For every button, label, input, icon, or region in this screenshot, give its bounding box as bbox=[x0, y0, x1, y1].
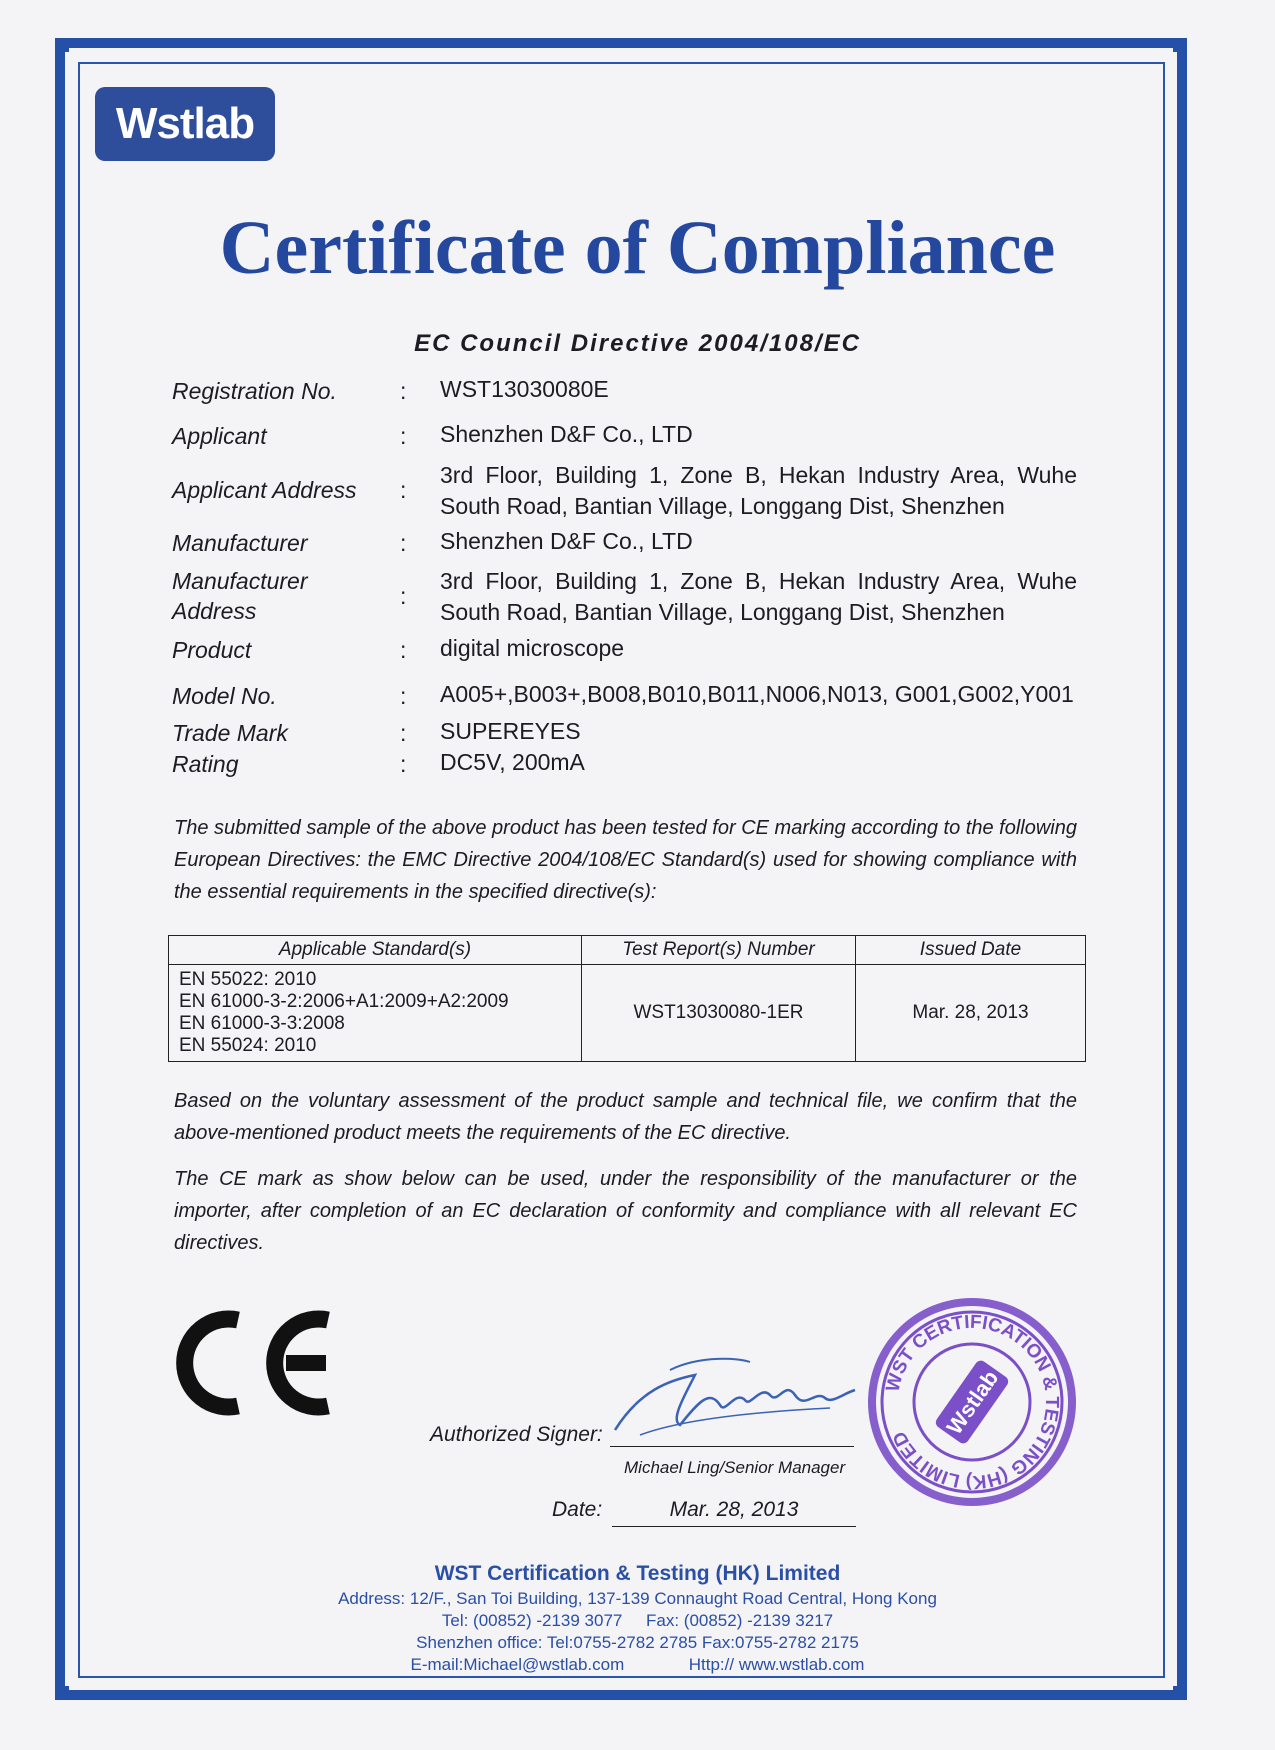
field-colon: : bbox=[400, 751, 407, 777]
directive-heading: EC Council Directive 2004/108/EC bbox=[414, 330, 861, 357]
ce-mark-icon bbox=[168, 1308, 338, 1418]
column-header: Test Report(s) Number bbox=[582, 936, 856, 965]
company-seal-stamp bbox=[865, 1295, 1080, 1510]
wstlab-logo: Wstlab bbox=[95, 87, 275, 161]
assessment-paragraph: Based on the voluntary assessment of the product sample and technical file, we confirm that the above-mentioned product meets the requirements of the EC directive. bbox=[174, 1090, 1077, 1144]
standard-item: EN 55024: 2010 bbox=[179, 1035, 317, 1056]
authorized-signer-label: Authorized Signer: bbox=[430, 1423, 603, 1446]
svg-text:Wstlab: Wstlab bbox=[941, 1365, 1004, 1439]
field-colon: : bbox=[400, 720, 407, 746]
field-value: 3rd Floor, Building 1, Zone B, Hekan Industry Area, Wuhe South Road, Bantian Village, Longgang Dist, Shenzhen bbox=[440, 568, 1077, 625]
standard-item: EN 61000-3-3:2008 bbox=[179, 1013, 345, 1034]
field-value: SUPEREYES bbox=[440, 718, 581, 744]
field-label: Model No. bbox=[172, 683, 277, 709]
border-corner bbox=[55, 38, 69, 52]
signer-name: Michael Ling/Senior Manager bbox=[624, 1458, 846, 1477]
field-colon: : bbox=[400, 378, 407, 404]
standard-item: EN 61000-3-2:2006+A1:2009+A2:2009 bbox=[179, 991, 509, 1012]
field-value: A005+,B003+,B008,B010,B011,N006,N013, G001,G002,Y001 bbox=[440, 681, 1074, 707]
field-value: Shenzhen D&F Co., LTD bbox=[440, 421, 693, 447]
column-header: Issued Date bbox=[856, 936, 1086, 965]
border-corner bbox=[1173, 38, 1187, 52]
certificate-title: Certificate of Compliance bbox=[219, 206, 1056, 290]
footer-email: E-mail:Michael@wstlab.com bbox=[410, 1655, 625, 1674]
ce-usage-paragraph: The CE mark as show below can be used, under the responsibility of the manufacturer or the importer, after completion of an EC declaration of conformity and compliance with all relevant EC directives. bbox=[174, 1168, 1077, 1254]
field-label: Product bbox=[172, 637, 252, 663]
footer-company-name: WST Certification & Testing (HK) Limited bbox=[434, 1562, 841, 1585]
field-label: Registration No. bbox=[172, 378, 337, 404]
field-label: Trade Mark bbox=[172, 720, 288, 746]
standards-table bbox=[168, 935, 1086, 1062]
signature-line bbox=[610, 1446, 854, 1447]
field-label: Applicant Address bbox=[172, 477, 357, 503]
border-corner bbox=[1173, 1686, 1187, 1700]
footer-contact bbox=[0, 1655, 1275, 1675]
field-label: Manufacturer bbox=[172, 568, 308, 594]
handwritten-signature bbox=[610, 1350, 860, 1445]
field-colon: : bbox=[400, 637, 407, 663]
field-value: digital microscope bbox=[440, 635, 625, 661]
field-value: Shenzhen D&F Co., LTD bbox=[440, 528, 693, 554]
field-colon: : bbox=[400, 423, 407, 449]
table-row bbox=[169, 965, 1086, 1062]
field-label: Applicant bbox=[172, 423, 267, 449]
field-label: Rating bbox=[172, 751, 239, 777]
column-header: Applicable Standard(s) bbox=[169, 936, 582, 965]
field-value: 3rd Floor, Building 1, Zone B, Hekan Industry Area, Wuhe South Road, Bantian Village, Longgang Dist, Shenzhen bbox=[440, 462, 1077, 519]
table-header-row bbox=[169, 936, 1086, 965]
signature-date: Mar. 28, 2013 bbox=[612, 1498, 856, 1527]
field-value: DC5V, 200mA bbox=[440, 749, 585, 775]
footer-website: Http:// www.wstlab.com bbox=[688, 1655, 865, 1674]
field-value: WST13030080E bbox=[440, 376, 609, 402]
footer-tel-fax: Tel: (00852) -2139 3077 Fax: (00852) -2139 3217 bbox=[441, 1611, 834, 1630]
border-corner bbox=[55, 1686, 69, 1700]
field-label: Address bbox=[172, 598, 257, 624]
field-colon: : bbox=[400, 477, 407, 503]
field-colon: : bbox=[400, 683, 407, 709]
intro-paragraph: The submitted sample of the above product has been tested for CE marking according to the following European Directives: the EMC Directive 2004/108/EC Standard(s) used for showing compliance with the essential requirements in the specified directive(s): bbox=[174, 817, 1077, 903]
field-label: Manufacturer bbox=[172, 530, 308, 556]
footer-shenzhen-office: Shenzhen office: Tel:0755-2782 2785 Fax:0755-2782 2175 bbox=[416, 1633, 859, 1652]
svg-text:WST CERTIFICATION & TESTING (H: WST CERTIFICATION & TESTING (HK) LIMITED bbox=[882, 1311, 1063, 1493]
issued-date-cell: Mar. 28, 2013 bbox=[856, 965, 1086, 1062]
field-colon: : bbox=[400, 583, 407, 609]
footer-address: Address: 12/F., San Toi Building, 137-139 Connaught Road Central, Hong Kong bbox=[338, 1589, 937, 1608]
field-colon: : bbox=[400, 530, 407, 556]
report-number-cell: WST13030080-1ER bbox=[582, 965, 856, 1062]
date-label: Date: bbox=[552, 1498, 603, 1521]
standard-item: EN 55022: 2010 bbox=[179, 969, 317, 990]
standards-cell bbox=[169, 965, 582, 1062]
